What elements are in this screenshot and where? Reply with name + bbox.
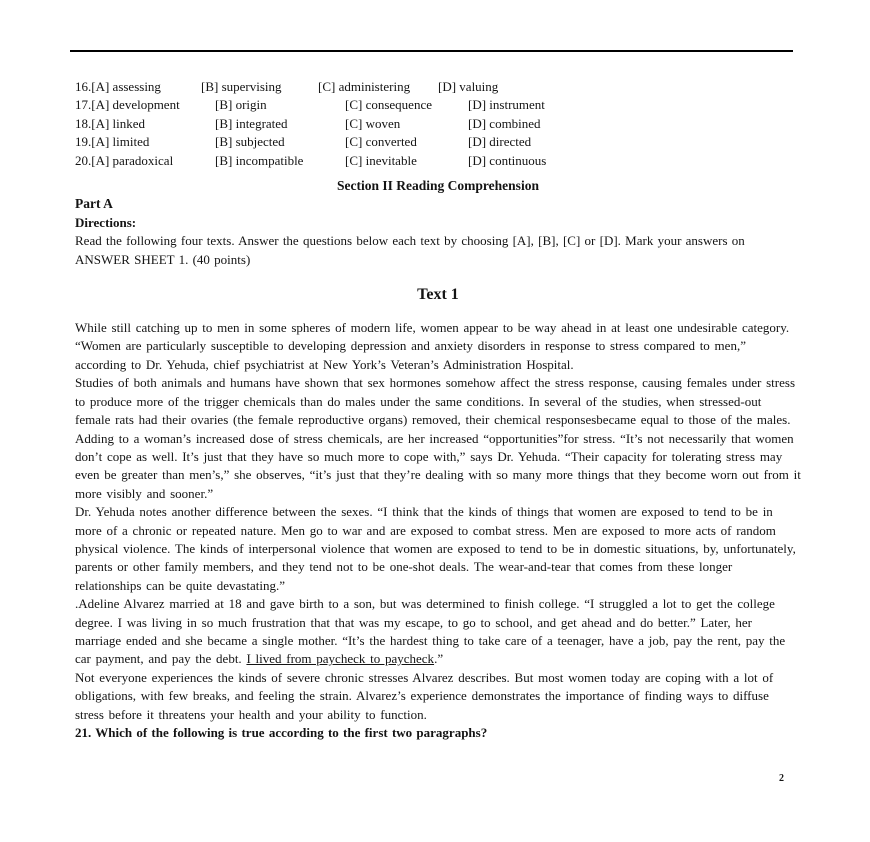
option-d: [D] continuous bbox=[468, 152, 547, 168]
passage-text: .Adeline Alvarez married at 18 and gave birth to a son, but was determined to finish college. “I struggled a lot to get the college degree. I was living in so much frustration that that was my escape, to go to school, and get ahead and do better.” Later, her marriage ended and she became a single mother. “It’s the hardest thing to take care of a teenager, have a job, pay the rent, pay the car payment, and pay the debt. bbox=[75, 596, 786, 667]
underlined-phrase: I lived from paycheck to paycheck bbox=[246, 651, 435, 667]
cloze-option-row bbox=[75, 96, 801, 114]
question-21: 21. Which of the following is true according to the first two paragraphs? bbox=[75, 725, 488, 740]
option-b: [B] incompatible bbox=[215, 152, 304, 168]
passage-body bbox=[75, 319, 801, 724]
passage-text: Dr. Yehuda notes another difference between the sexes. “I think that the kinds of things that women are exposed to tend to be in more of a chronic or repeated nature. Men go to war and are exposed to combat stress. Men are exposed to more acts of random physical violence. The kinds of interpersonal violence that women are exposed to tend to be in domestic situations, by, unfortunately, parents or other family members, and they tend not to be one-shot deals. The wear-and-tear that comes from these longer relationships can be quite devastating.” bbox=[75, 504, 796, 593]
part-label: Part A bbox=[75, 196, 113, 212]
passage-paragraph bbox=[75, 669, 801, 724]
passage-title: Text 1 bbox=[417, 286, 459, 304]
cloze-option-row bbox=[75, 152, 801, 170]
passage-text: While still catching up to men in some spheres of modern life, women appear to be way ahead in at least one undesirable category. “Women are particularly susceptible to developing depression and anxiety disorders in response to stress compared to men,” according to Dr. Yehuda, chief psychiatrist at New York’s Veteran’s Administration Hospital. bbox=[75, 320, 790, 372]
passage-paragraph bbox=[75, 595, 801, 669]
cloze-option-row bbox=[75, 78, 801, 96]
option-d: [D] directed bbox=[468, 134, 532, 150]
directions-label: Directions: bbox=[75, 214, 137, 230]
option-a: 18.[A] linked bbox=[75, 115, 146, 131]
cloze-options bbox=[75, 78, 801, 170]
option-c: [C] consequence bbox=[345, 97, 432, 113]
option-d: [D] valuing bbox=[438, 79, 499, 94]
header-rule bbox=[70, 50, 793, 52]
option-d: [D] instrument bbox=[468, 97, 545, 113]
option-b: [B] supervising bbox=[201, 79, 282, 94]
section-title: Section II Reading Comprehension bbox=[337, 178, 539, 194]
option-c: [C] converted bbox=[345, 134, 417, 150]
option-b: [B] integrated bbox=[215, 115, 288, 131]
passage-paragraph bbox=[75, 374, 801, 429]
option-a: 20.[A] paradoxical bbox=[75, 152, 174, 168]
option-c: [C] administering bbox=[318, 79, 411, 94]
directions-text: Read the following four texts. Answer the questions below each text by choosing [A], [B], [C] or [D]. Mark your answers on ANSWER SHEET 1. (40 points) bbox=[75, 233, 745, 267]
page-number: 2 bbox=[779, 773, 784, 784]
page-content bbox=[75, 78, 801, 742]
cloze-option-row bbox=[75, 133, 801, 151]
option-c: [C] inevitable bbox=[345, 152, 417, 168]
passage-text: Studies of both animals and humans have shown that sex hormones somehow affect the stress response, causing females under stress to produce more of the trigger chemicals than do males under the same conditions. In several of the studies, when stressed-out female rats had their ovaries (the female reproductive organs) removed, their chemical responsesbecame equal to those of the males. bbox=[75, 375, 796, 428]
option-b: [B] subjected bbox=[215, 134, 285, 150]
passage-paragraph bbox=[75, 503, 801, 595]
option-b: [B] origin bbox=[215, 97, 267, 113]
option-a: 19.[A] limited bbox=[75, 134, 150, 150]
cloze-option-row bbox=[75, 115, 801, 133]
option-d: [D] combined bbox=[468, 115, 541, 131]
option-a: 17.[A] development bbox=[75, 97, 180, 113]
passage-text: Adding to a woman’s increased dose of stress chemicals, are her increased “opportunities”for stress. “It’s not necessarily that women don’t cope as well. It’s just that they have so much more to cope with,” says Dr. Yehuda. “Their capacity for tolerating stress may even be greater than men’s,” she observes, “it’s just that they’re dealing with so many more things that they become worn out from it more visibly and sooner.” bbox=[75, 430, 801, 501]
passage-paragraph bbox=[75, 319, 801, 374]
passage-text: Not everyone experiences the kinds of severe chronic stresses Alvarez describes. But most women today are coping with a lot of obligations, with few breaks, and feeling the strain. Alvarez’s experience demonstrates the importance of finding ways to diffuse stress before it threatens your health and your ability to function. bbox=[75, 669, 774, 722]
option-c: [C] woven bbox=[345, 115, 401, 131]
passage-paragraph bbox=[75, 430, 801, 504]
passage-text: .” bbox=[434, 651, 444, 667]
option-a: 16.[A] assessing bbox=[75, 79, 161, 94]
